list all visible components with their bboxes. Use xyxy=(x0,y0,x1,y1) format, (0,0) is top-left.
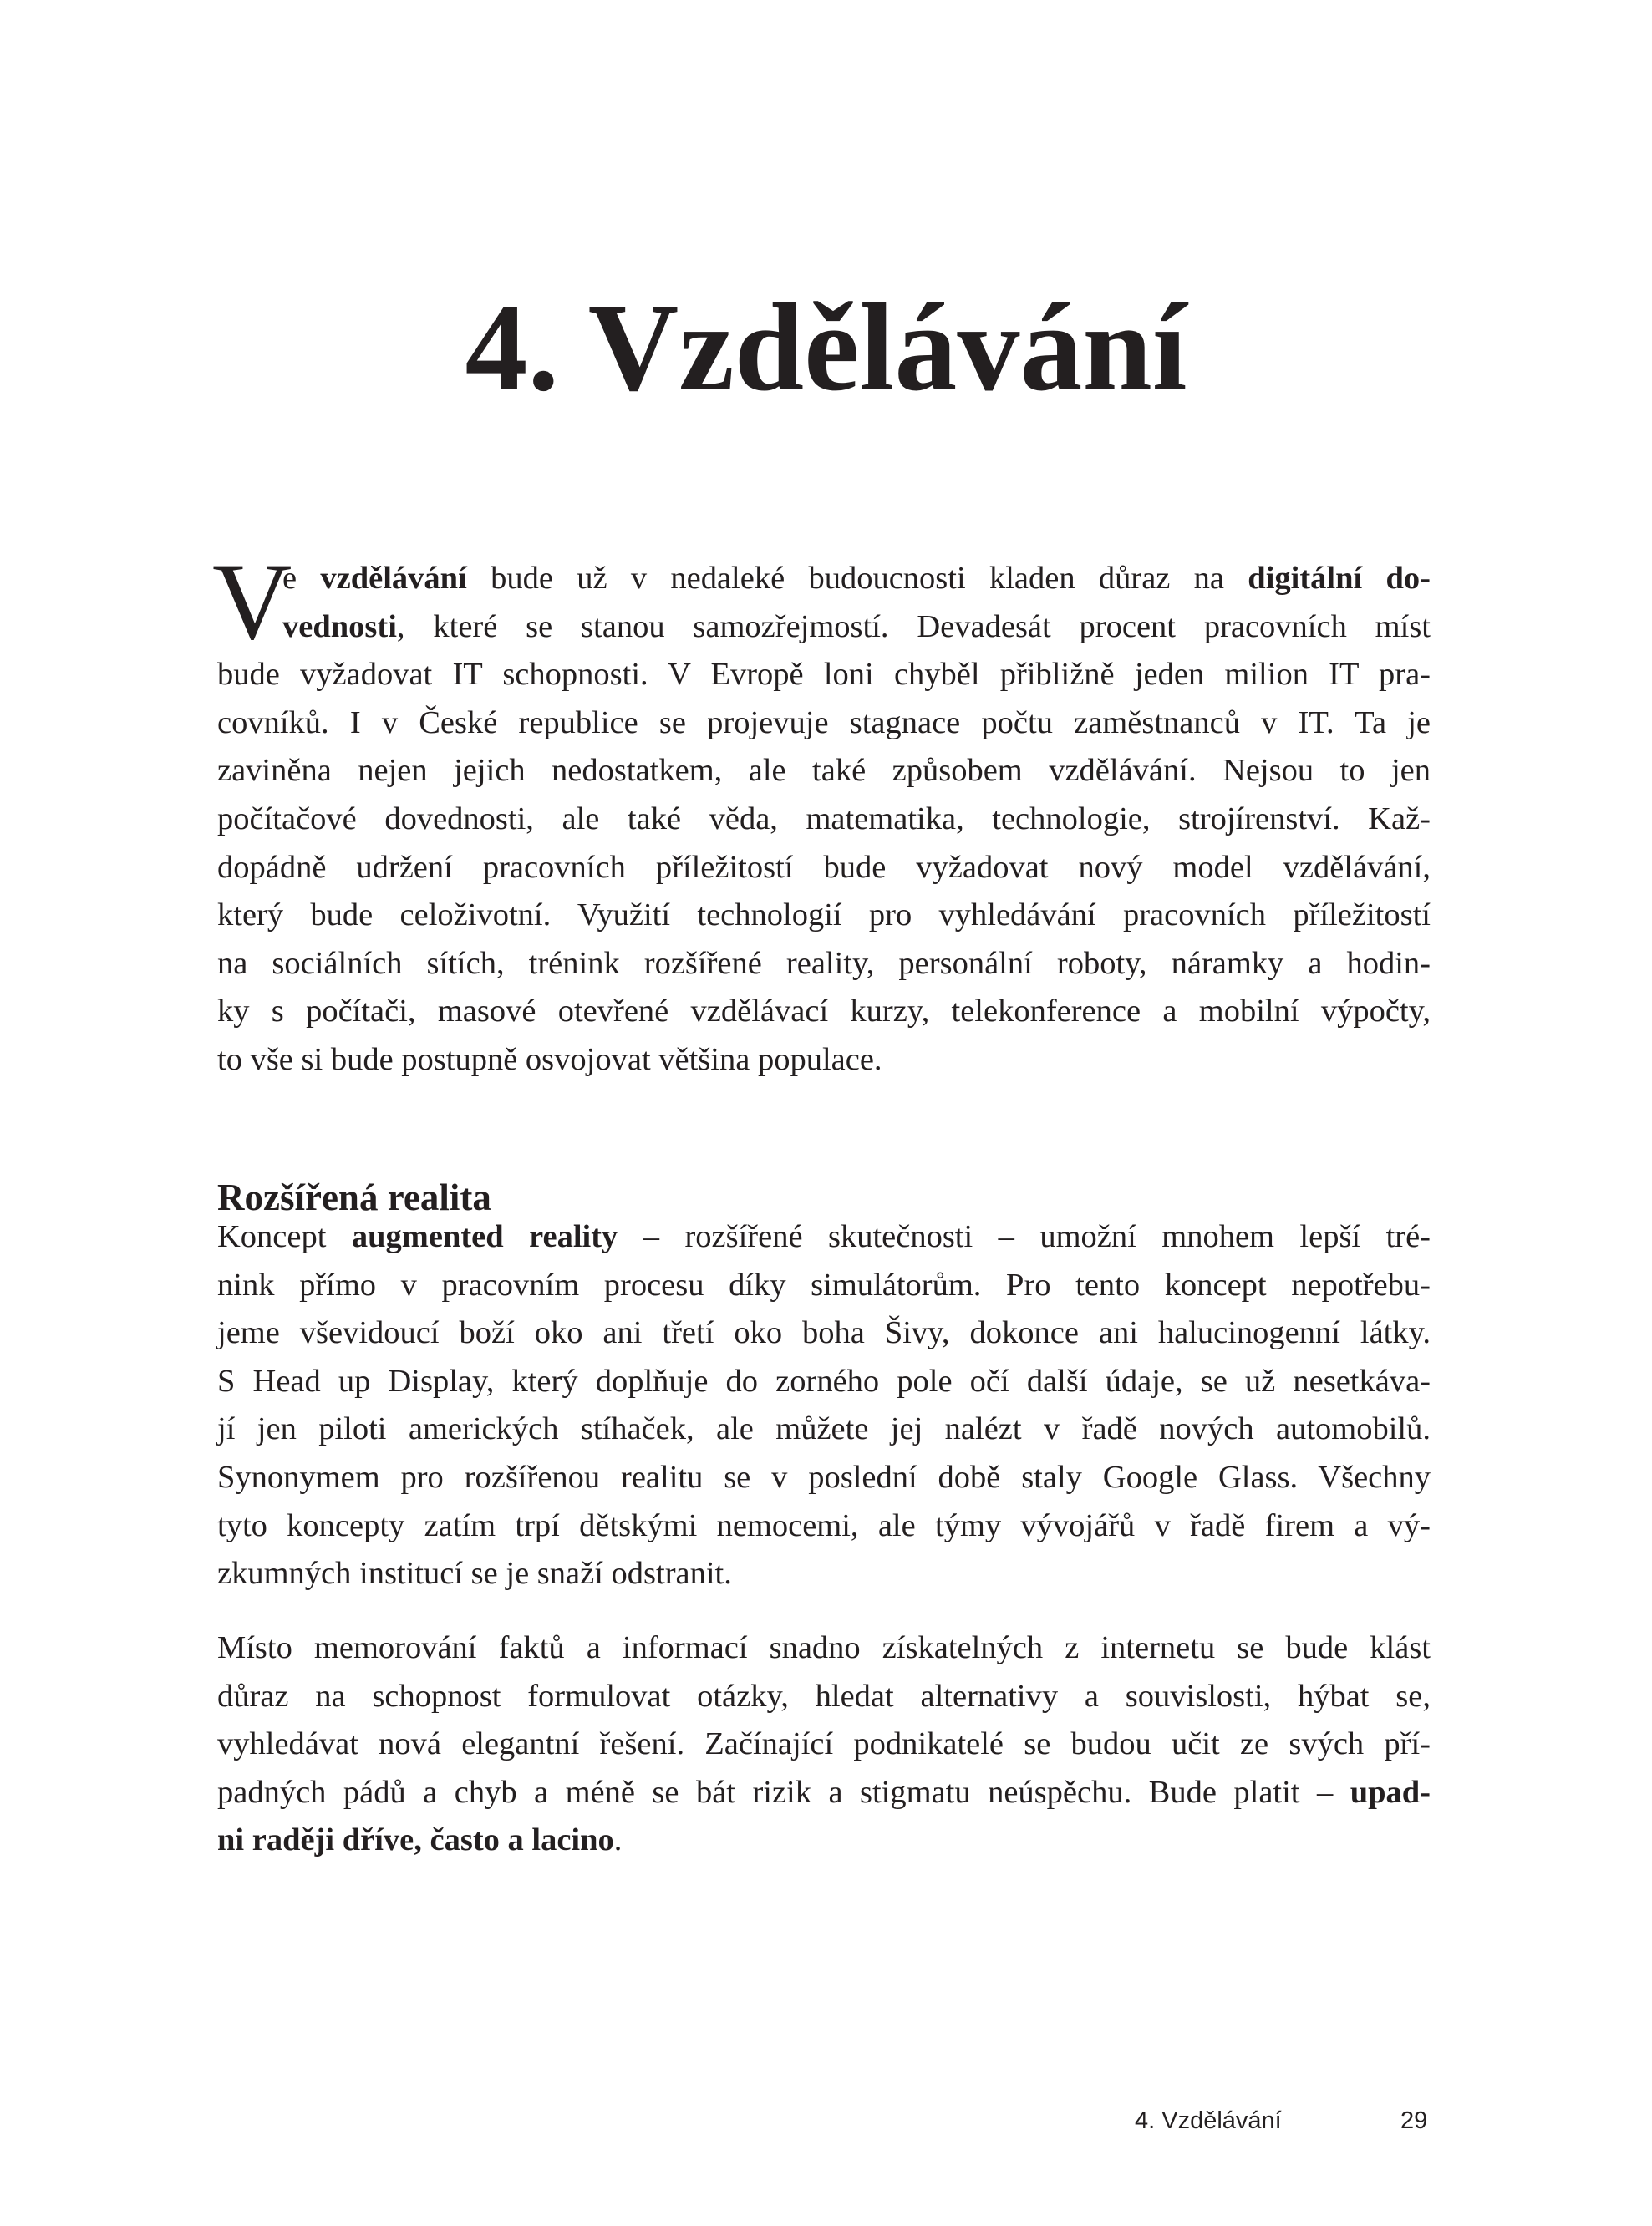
text-segment: to vše si bude postupně osvojovat většina populace. xyxy=(217,1041,882,1077)
text-segment: e xyxy=(282,561,321,596)
text-line xyxy=(217,1720,1431,1769)
text-segment: padných pádů a chyb a méně se bát rizik a stigmatu neúspěchu. Bude platit – xyxy=(217,1774,1350,1810)
text-segment: S Head up Display, který doplňuje do zorného pole očí další údaje, se už nesetkáva- xyxy=(217,1363,1431,1399)
text-line xyxy=(217,651,1431,699)
text-line xyxy=(217,1817,1431,1865)
text-segment: . xyxy=(613,1822,623,1858)
text-line xyxy=(217,1213,1431,1262)
text-segment: který bude celoživotní. Využití technologií pro vyhledávání pracovních příležitostí xyxy=(217,897,1431,933)
text-line xyxy=(217,555,1431,603)
text-line xyxy=(217,1550,1431,1598)
text-line xyxy=(217,1673,1431,1721)
text-segment: jí jen piloti amerických stíhaček, ale můžete jej nalézt v řadě nových automobilů. xyxy=(217,1411,1431,1447)
bold-text: vzdělávání xyxy=(320,561,467,596)
text-segment: tyto koncepty zatím trpí dětskými nemocemi, ale týmy vývojářů v řadě firem a vý- xyxy=(217,1507,1431,1543)
text-line xyxy=(217,1358,1431,1406)
bold-text: vednosti xyxy=(282,608,397,644)
text-line xyxy=(217,1454,1431,1502)
bold-text: ni raději dříve, často a lacino xyxy=(217,1822,614,1858)
text-segment: zaviněna nejen jejich nedostatkem, ale také způsobem vzdělávání. Nejsou to jen xyxy=(217,753,1431,789)
text-segment: důraz na schopnost formulovat otázky, hledat alternativy a souvislosti, hýbat se, xyxy=(217,1678,1431,1714)
text-line xyxy=(217,795,1431,844)
text-line xyxy=(217,940,1431,988)
text-segment: dopádně udržení pracovních příležitostí bude vyžadovat nový model vzdělávání, xyxy=(217,849,1431,885)
text-line xyxy=(217,603,1431,652)
chapter-title: 4. Vzdělávání xyxy=(465,277,1187,417)
text-line xyxy=(217,1036,1431,1085)
text-line xyxy=(217,1769,1431,1817)
text-segment: počítačové dovednosti, ale také věda, matematika, technologie, strojírenství. Kaž- xyxy=(217,800,1431,836)
text-segment: nink přímo v pracovním procesu díky simulátorům. Pro tento koncept nepotřebu- xyxy=(217,1267,1431,1303)
text-line xyxy=(217,1624,1431,1673)
drop-cap: V xyxy=(212,540,292,663)
page-number: 29 xyxy=(1400,2107,1428,2134)
text-segment: bude vyžadovat IT schopnosti. V Evropě loni chyběl přibližně jeden milion IT pra- xyxy=(217,657,1431,693)
text-line xyxy=(217,988,1431,1036)
text-segment: ky s počítači, masové otevřené vzdělávací kurzy, telekonference a mobilní výpočty, xyxy=(217,994,1431,1029)
bold-text: upad- xyxy=(1350,1774,1431,1810)
text-line xyxy=(217,1309,1431,1358)
text-segment: vyhledávat nová elegantní řešení. Začínající podnikatelé se budou učit ze svých pří- xyxy=(217,1726,1431,1762)
text-line xyxy=(217,1502,1431,1551)
text-line xyxy=(217,747,1431,795)
bold-text: augmented reality xyxy=(351,1219,618,1254)
text-segment: , které se stanou samozřejmostí. Devadesát procent pracovních míst xyxy=(396,608,1431,644)
text-segment: bude už v nedaleké budoucnosti kladen důraz na xyxy=(466,561,1248,596)
text-segment: Synonymem pro rozšířenou realitu se v poslední době staly Google Glass. Všechny xyxy=(217,1459,1431,1495)
text-segment: na sociálních sítích, trénink rozšířené reality, personální roboty, náramky a hodin- xyxy=(217,945,1431,981)
text-line xyxy=(217,699,1431,748)
text-segment: jeme vševidoucí boží oko ani třetí oko boha Šivy, dokonce ani halucinogenní látky. xyxy=(217,1315,1431,1351)
bold-text: digitální do- xyxy=(1248,561,1431,596)
text-segment: zkumných institucí se je snaží odstranit. xyxy=(217,1556,732,1592)
text-line xyxy=(217,1405,1431,1454)
text-segment: Koncept xyxy=(217,1219,352,1254)
paragraph-augmented-reality xyxy=(217,1213,1431,1598)
text-segment: – rozšířené skutečnosti – umožní mnohem lepší tré- xyxy=(618,1219,1431,1254)
text-segment: Místo memorování faktů a informací snadno získatelných z internetu se bude klást xyxy=(217,1630,1431,1665)
text-line xyxy=(217,844,1431,892)
text-line xyxy=(217,892,1431,940)
paragraph-learning xyxy=(217,1624,1431,1865)
text-segment: covníků. I v České republice se projevuje stagnace počtu zaměstnanců v IT. Ta je xyxy=(217,704,1431,740)
intro-paragraph xyxy=(212,540,1431,1085)
text-line xyxy=(217,1262,1431,1310)
running-title: 4. Vzdělávání xyxy=(1135,2107,1282,2134)
section-heading: Rozšířená realita xyxy=(217,1177,491,1219)
